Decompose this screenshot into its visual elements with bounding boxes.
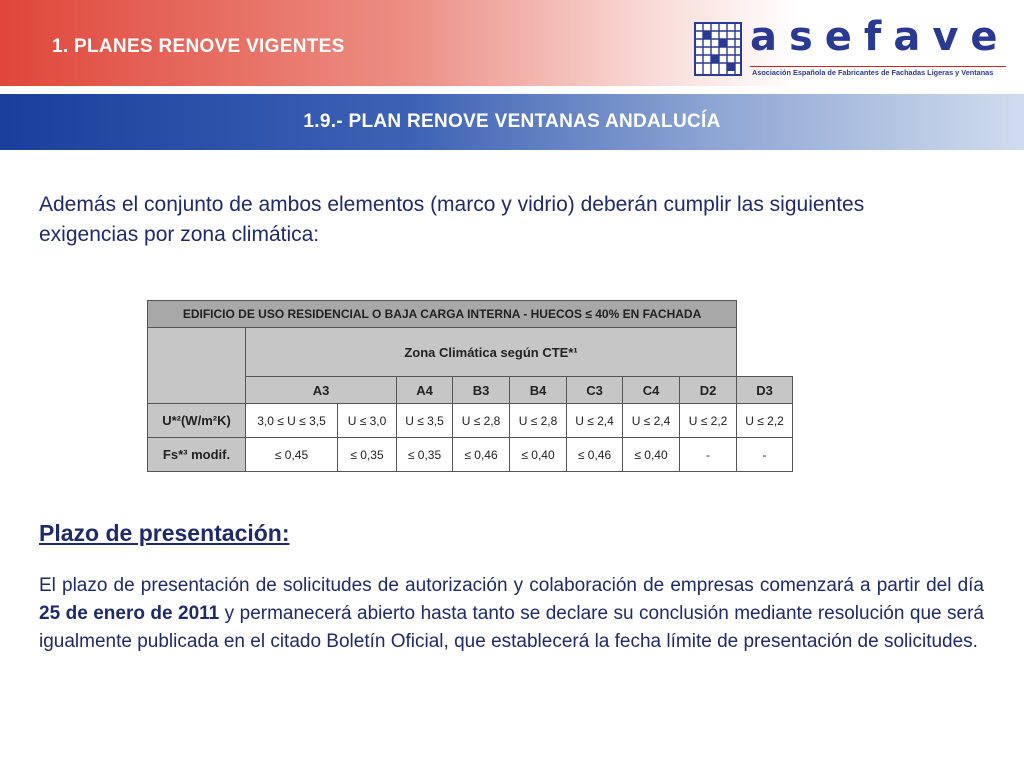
table-cell: ≤ 0,40 [510, 438, 567, 472]
table-corner-cell [148, 328, 246, 404]
table-cell: ≤ 0,35 [338, 438, 397, 472]
deadline-heading: Plazo de presentación: [39, 520, 290, 546]
zone-col-c4: C4 [623, 377, 680, 404]
table-cell: ≤ 0,35 [397, 438, 453, 472]
table-cell: U ≤ 2,4 [623, 404, 680, 438]
table-title: EDIFICIO DE USO RESIDENCIAL O BAJA CARGA INTERNA - HUECOS ≤ 40% EN FACHADA [148, 301, 737, 328]
table-row-fs [148, 438, 793, 472]
zone-col-a4: A4 [397, 377, 453, 404]
zone-col-c3: C3 [567, 377, 623, 404]
zone-header: Zona Climática según CTE*¹ [246, 328, 737, 377]
zone-col-a3: A3 [246, 377, 397, 404]
top-banner [0, 0, 1024, 86]
table-cell: 3,0 ≤ U ≤ 3,5 [246, 404, 338, 438]
zone-col-d3: D3 [737, 377, 793, 404]
table-cell: U ≤ 2,2 [737, 404, 793, 438]
subsection-title: 1.9.- PLAN RENOVE VENTANAS ANDALUCÍA [303, 111, 721, 132]
requirements-table [147, 300, 793, 472]
table-cell: U ≤ 2,2 [680, 404, 737, 438]
asefave-logo-grid-icon [694, 22, 742, 76]
logo-divider [750, 66, 1006, 67]
table-cell: U ≤ 2,8 [510, 404, 567, 438]
table-cell: - [737, 438, 793, 472]
table-cell: U ≤ 2,4 [567, 404, 623, 438]
section-title: 1. PLANES RENOVE VIGENTES [52, 36, 345, 57]
deadline-paragraph [39, 572, 984, 656]
zone-col-b3: B3 [453, 377, 510, 404]
table-cell: ≤ 0,40 [623, 438, 680, 472]
table-cell: - [680, 438, 737, 472]
table-cell: U ≤ 3,0 [338, 404, 397, 438]
table-cell: U ≤ 2,8 [453, 404, 510, 438]
sub-banner [0, 94, 1024, 150]
logo-subtitle: Asociación Española de Fabricantes de Fachadas Ligeras y Ventanas [752, 68, 994, 77]
table-cell: U ≤ 3,5 [397, 404, 453, 438]
asefave-logo [694, 14, 1010, 78]
zone-col-b4: B4 [510, 377, 567, 404]
table-cell: ≤ 0,46 [567, 438, 623, 472]
deadline-text-start: El plazo de presentación de solicitudes de autorización y colaboración de empresas comenzará a partir del día [39, 575, 984, 596]
logo-wordmark: asefave [750, 14, 1010, 60]
table-cell: ≤ 0,46 [453, 438, 510, 472]
row-label-u: U*²(W/m²K) [148, 404, 246, 438]
deadline-date: 25 de enero de 2011 [39, 603, 220, 624]
table-cell: ≤ 0,45 [246, 438, 338, 472]
deadline-text-end: y permanecerá abierto hasta tanto se declare su conclusión mediante resolución que será igualmente publicada en el citado Boletín Oficial, que establecerá la fecha límite de presentación de solicitudes. [39, 603, 984, 652]
intro-paragraph: Además el conjunto de ambos elementos (marco y vidrio) deberán cumplir las siguientes exigencias por zona climática: [39, 193, 865, 246]
row-label-fs: Fs*³ modif. [148, 438, 246, 472]
table-row-u [148, 404, 793, 438]
zone-col-d2: D2 [680, 377, 737, 404]
